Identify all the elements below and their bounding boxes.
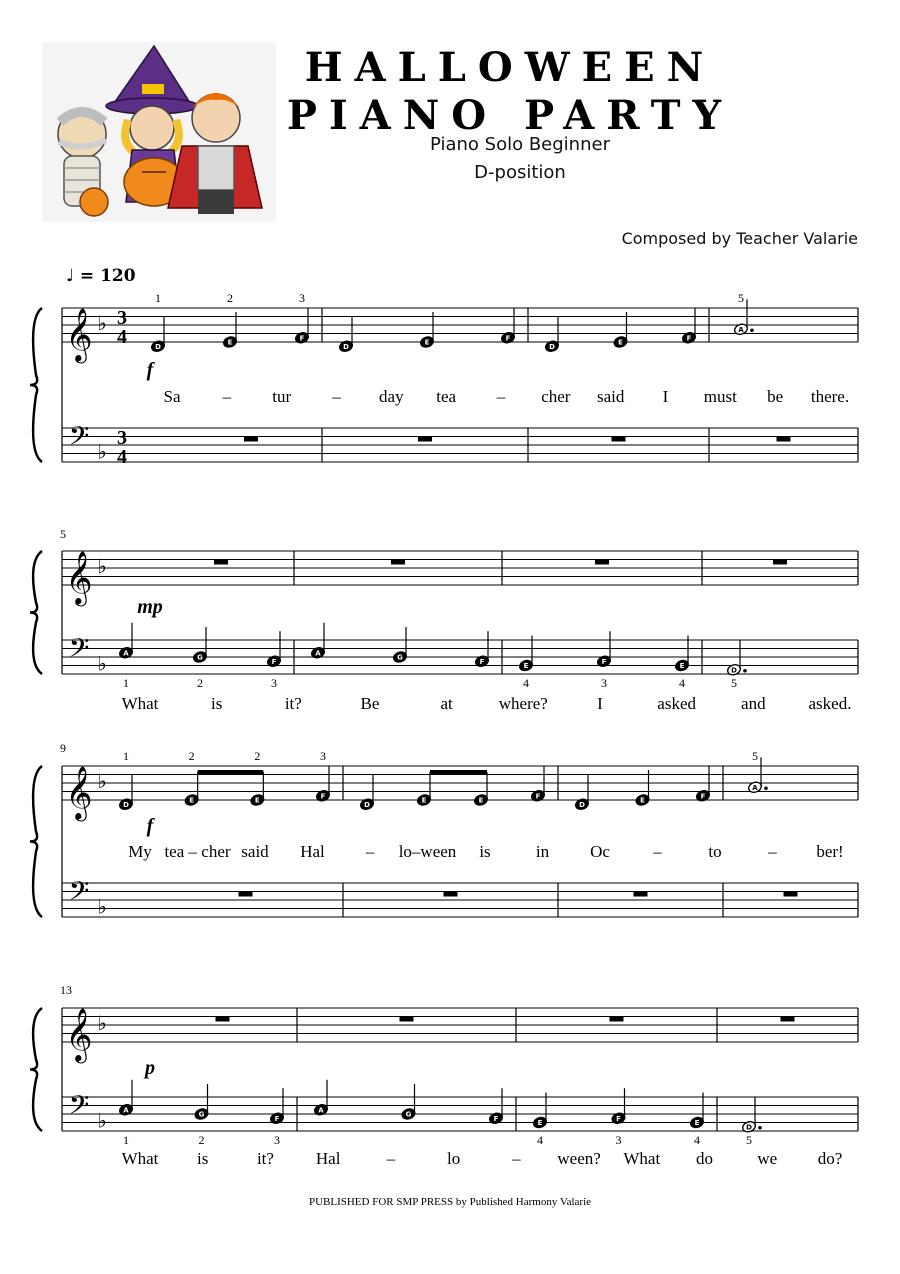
whole-rest — [784, 892, 798, 897]
treble-time-sig-top: 3 — [117, 307, 127, 329]
note-letter-e: E — [523, 662, 529, 670]
fingering-number: 4 — [679, 676, 685, 690]
fingering-number: 4 — [537, 1133, 543, 1147]
treble-key-flat: ♭ — [97, 311, 107, 335]
bass-clef: 𝄢 — [68, 1089, 90, 1127]
subtitle-position: D-position — [474, 162, 566, 183]
note-letter-a: A — [318, 1106, 324, 1115]
note-letter-d: D — [579, 800, 585, 809]
lyric-hyphen: – — [653, 842, 662, 861]
whole-rest — [391, 560, 405, 565]
whole-rest — [400, 1017, 414, 1022]
lyric-syllable: must — [703, 387, 737, 406]
grand-staff-brace — [30, 766, 42, 917]
lyric-syllable: said — [241, 842, 269, 861]
fingering-number: 2 — [254, 749, 261, 763]
bass-key-flat: ♭ — [97, 651, 107, 676]
fingering-number: 2 — [188, 749, 195, 763]
dynamic-marking: f — [146, 815, 154, 837]
lyric-syllable: do — [696, 1149, 714, 1168]
note-letter-f: F — [700, 792, 706, 801]
note-letter-f: F — [686, 334, 692, 343]
note-letter-e: E — [618, 338, 623, 347]
title-line-2: PIANO PARTY — [286, 92, 734, 139]
lyric-syllable: Oc — [590, 842, 610, 861]
subtitle-level: Piano Solo Beginner — [430, 134, 610, 155]
note-letter-d: D — [155, 342, 161, 351]
fingering-number: 5 — [752, 749, 758, 763]
note-letter-e: E — [640, 796, 645, 805]
fingering-number: 3 — [320, 749, 326, 763]
lyric-syllable: in — [535, 842, 550, 861]
note-letter-d: D — [123, 800, 129, 809]
fingering-number: 1 — [123, 749, 129, 763]
lyric-syllable: lo–ween — [398, 842, 457, 861]
note-letter-e: E — [694, 1119, 700, 1127]
treble-key-flat: ♭ — [97, 1011, 107, 1035]
fingering-number: 5 — [731, 676, 737, 690]
note-letter-e: E — [424, 338, 430, 347]
whole-rest — [595, 560, 609, 565]
dynamic-marking: mp — [137, 596, 163, 618]
whole-rest — [610, 1017, 624, 1022]
lyric-hyphen: – — [496, 387, 506, 406]
eighth-beam — [198, 770, 264, 774]
lyric-syllable: said — [596, 387, 625, 406]
note-letter-d: D — [731, 666, 737, 675]
note-letter-f: F — [601, 657, 607, 666]
lyric-syllable: at — [440, 694, 453, 713]
lyric-syllable: and — [741, 694, 766, 713]
lyric-syllable: we — [757, 1149, 778, 1168]
note-letter-e: E — [189, 796, 195, 805]
lyric-syllable: I — [662, 387, 669, 406]
lyric-syllable: lo — [447, 1149, 461, 1168]
composer-credit: Composed by Teacher Valarie — [621, 229, 858, 248]
lyric-syllable: day — [379, 387, 404, 406]
dynamic-marking: f — [146, 359, 154, 381]
note-letter-g: G — [405, 1110, 412, 1119]
note-letter-d: D — [343, 342, 349, 351]
lyric-hyphen: – — [332, 387, 341, 406]
fingering-number: 2 — [198, 1133, 205, 1147]
lyric-syllable: tea – cher — [164, 842, 231, 861]
grand-staff-brace — [30, 308, 42, 462]
lyric-syllable: is — [479, 842, 491, 861]
treble-clef: 𝄞 — [65, 1007, 93, 1061]
whole-rest — [612, 437, 626, 442]
treble-clef: 𝄞 — [65, 765, 93, 819]
bass-time-sig-bottom: 4 — [117, 446, 127, 468]
note-letter-e: E — [537, 1119, 543, 1127]
lyric-syllable: there. — [810, 387, 850, 406]
fingering-number: 3 — [601, 676, 607, 690]
lyric-syllable: it? — [256, 1149, 274, 1168]
note-letter-a: A — [752, 783, 758, 792]
fingering-number: 2 — [227, 291, 233, 305]
lyric-syllable: tea — [436, 387, 457, 406]
title-line-1: HALLOWEEN — [304, 44, 716, 91]
lyric-syllable: to — [708, 842, 722, 861]
treble-clef: 𝄞 — [65, 550, 93, 604]
grand-staff-brace — [30, 1008, 42, 1131]
fingering-number: 2 — [197, 676, 203, 690]
whole-rest — [244, 437, 258, 442]
lyric-syllable: ween? — [557, 1149, 601, 1168]
bass-clef: 𝄢 — [68, 632, 90, 670]
note-letter-f: F — [616, 1114, 621, 1123]
bass-clef: 𝄢 — [68, 875, 90, 913]
lyric-syllable: What — [623, 1149, 661, 1168]
whole-rest — [214, 560, 228, 565]
publisher-footer: PUBLISHED FOR SMP PRESS by Published Harmony Valarie — [308, 1196, 592, 1208]
measure-number: 13 — [60, 983, 72, 997]
note-letter-a: A — [123, 649, 129, 658]
note-letter-f: F — [505, 334, 511, 343]
whole-rest — [777, 437, 791, 442]
measure-number: 9 — [60, 741, 66, 755]
grand-staff-brace — [30, 551, 42, 674]
lyric-hyphen: – — [512, 1149, 521, 1168]
tempo-marking: ♩ = 120 — [66, 266, 136, 286]
lyric-syllable: asked — [657, 694, 697, 713]
whole-rest — [773, 560, 787, 565]
note-letter-e: E — [421, 796, 427, 805]
lyric-syllable: Hal — [300, 842, 325, 861]
note-letter-e: E — [478, 796, 484, 805]
note-letter-a: A — [123, 1106, 129, 1115]
lyric-syllable: do? — [817, 1149, 843, 1168]
lyric-syllable: I — [597, 694, 603, 713]
fingering-number: 3 — [615, 1133, 622, 1147]
note-letter-g: G — [397, 653, 403, 662]
bass-key-flat: ♭ — [97, 894, 107, 919]
note-letter-f: F — [299, 334, 305, 343]
fingering-number: 4 — [694, 1133, 700, 1147]
lyric-syllable: it? — [284, 694, 302, 713]
lyric-syllable: What — [121, 694, 159, 713]
note-letter-g: G — [198, 1110, 205, 1119]
treble-key-flat: ♭ — [97, 769, 107, 793]
augmentation-dot — [743, 669, 747, 673]
lyric-syllable: cher — [541, 387, 571, 406]
fingering-number: 3 — [299, 291, 305, 305]
note-letter-f: F — [320, 792, 326, 801]
lyric-syllable: is — [210, 694, 223, 713]
fingering-number: 1 — [123, 676, 129, 690]
treble-key-flat: ♭ — [97, 554, 107, 578]
whole-rest — [239, 892, 253, 897]
dynamic-marking: p — [145, 1057, 155, 1079]
note-letter-e: E — [227, 338, 233, 347]
whole-rest — [216, 1017, 230, 1022]
bass-key-flat: ♭ — [97, 1108, 107, 1133]
lyric-syllable: where? — [498, 694, 548, 713]
note-letter-d: D — [746, 1123, 752, 1132]
augmentation-dot — [750, 328, 754, 332]
treble-clef: 𝄞 — [65, 307, 93, 361]
note-letter-f: F — [493, 1114, 499, 1123]
augmentation-dot — [758, 1126, 762, 1130]
lyric-syllable: My — [128, 842, 152, 861]
note-letter-e: E — [679, 662, 685, 670]
lyric-syllable: Be — [360, 694, 380, 713]
note-letter-a: A — [738, 325, 744, 334]
lyric-syllable: ber! — [816, 842, 844, 861]
bass-key-flat: ♭ — [97, 439, 107, 464]
whole-rest — [634, 892, 648, 897]
lyric-syllable: Hal — [315, 1149, 341, 1168]
whole-rest — [418, 437, 432, 442]
fingering-number: 3 — [271, 676, 277, 690]
lyric-hyphen: – — [365, 842, 375, 861]
whole-rest — [444, 892, 458, 897]
bass-time-sig-top: 3 — [117, 427, 127, 449]
lyric-syllable: is — [197, 1149, 209, 1168]
fingering-number: 4 — [523, 676, 529, 690]
whole-rest — [781, 1017, 795, 1022]
treble-time-sig-bottom: 4 — [117, 326, 127, 348]
lyric-syllable: What — [121, 1149, 159, 1168]
note-letter-e: E — [254, 796, 260, 805]
fingering-number: 1 — [155, 291, 161, 305]
note-letter-d: D — [549, 342, 555, 351]
note-letter-d: D — [364, 800, 370, 809]
eighth-beam — [430, 770, 487, 774]
augmentation-dot — [764, 786, 768, 790]
lyric-hyphen: – — [222, 387, 232, 406]
lyric-hyphen: – — [768, 842, 777, 861]
note-letter-f: F — [479, 657, 485, 666]
note-letter-f: F — [271, 657, 277, 666]
note-letter-g: G — [197, 653, 203, 662]
lyric-syllable: be — [767, 387, 784, 406]
note-letter-f: F — [274, 1114, 280, 1123]
fingering-number: 3 — [274, 1133, 280, 1147]
fingering-number: 5 — [746, 1133, 752, 1147]
measure-number: 5 — [60, 527, 66, 541]
lyric-syllable: Sa — [163, 387, 181, 406]
bass-clef: 𝄢 — [68, 420, 90, 458]
fingering-number: 1 — [123, 1133, 129, 1147]
note-letter-f: F — [535, 792, 541, 801]
note-letter-a: A — [315, 649, 321, 658]
lyric-hyphen: – — [386, 1149, 396, 1168]
fingering-number: 5 — [738, 291, 744, 305]
lyric-syllable: asked. — [808, 694, 852, 713]
lyric-syllable: tur — [272, 387, 292, 406]
